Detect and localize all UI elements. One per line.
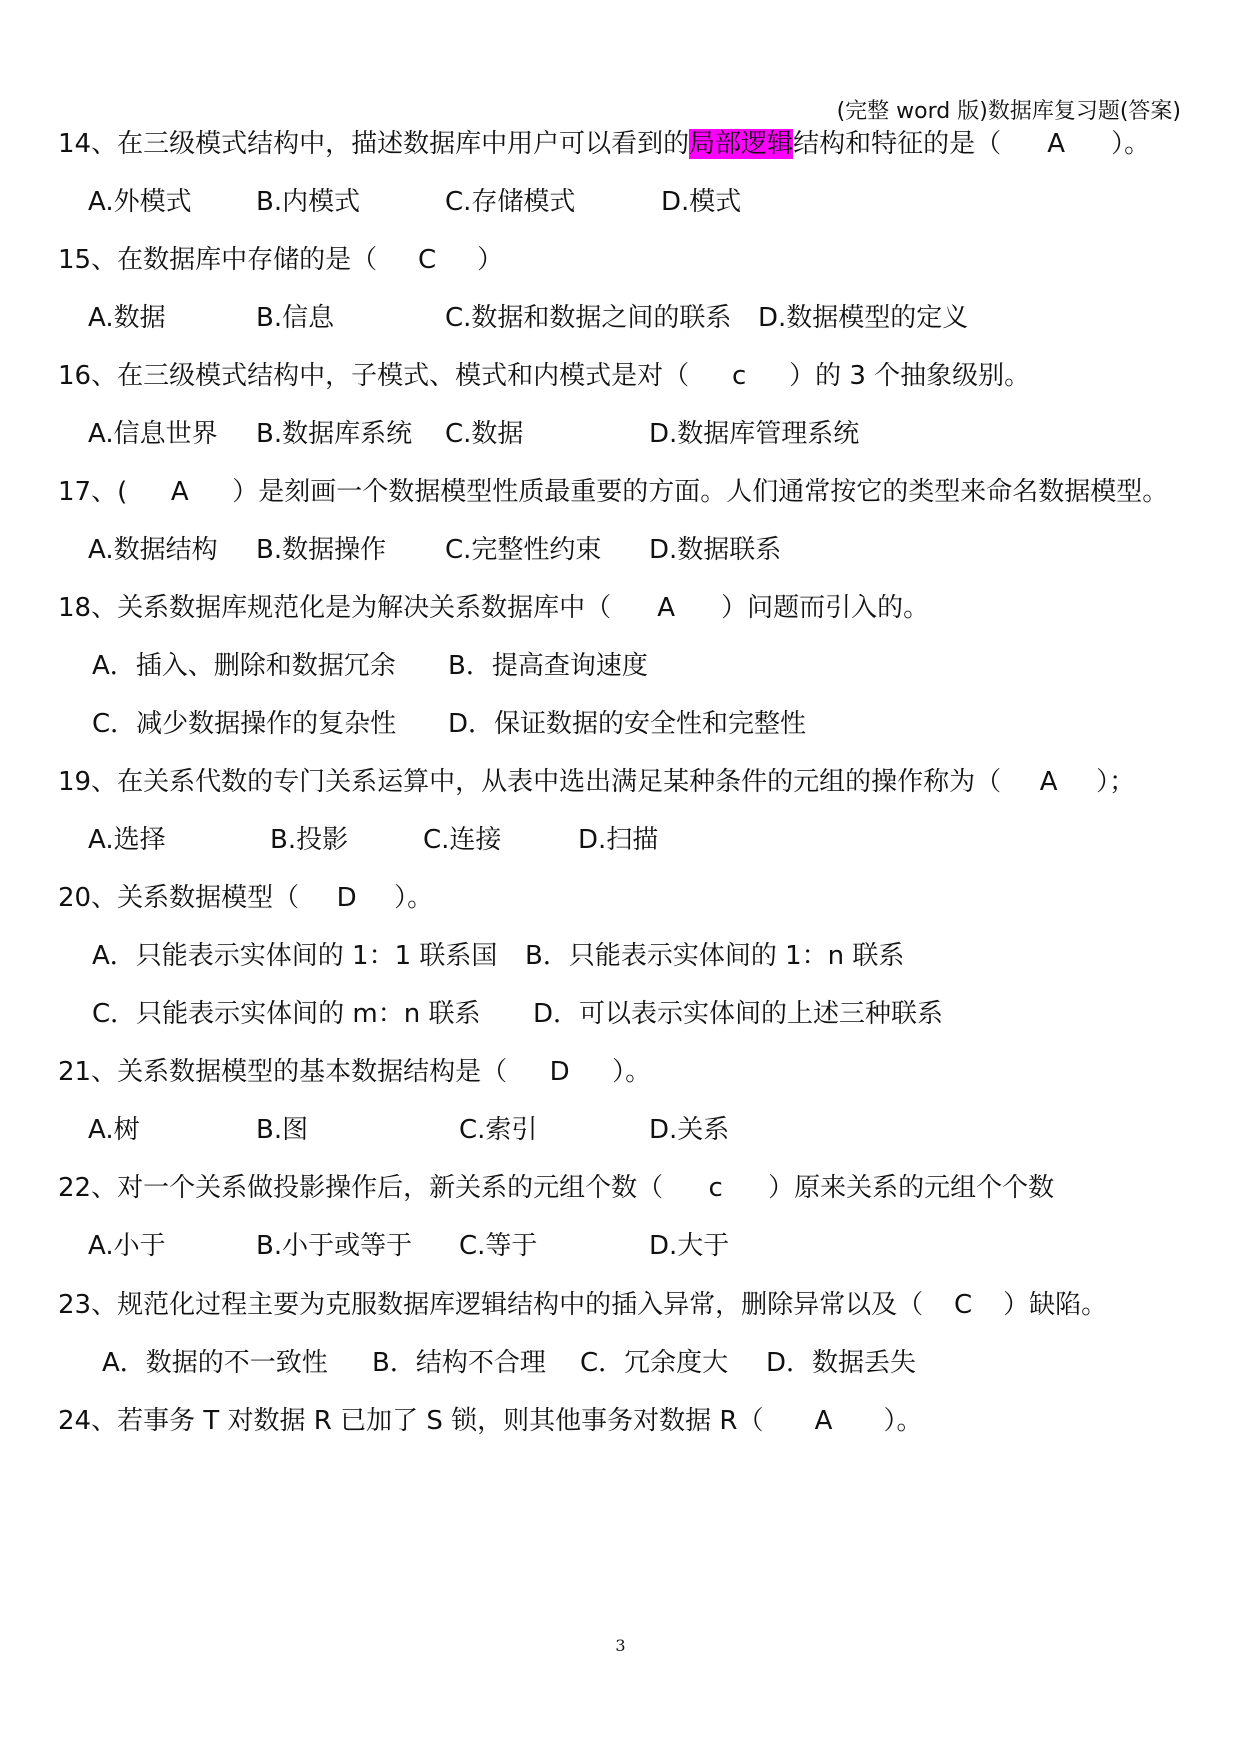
question-end: ） (477, 245, 504, 275)
question-end: ）。 (1111, 129, 1151, 159)
option-a: A.信息世界 (88, 419, 218, 449)
question-14 (58, 127, 1150, 161)
question-end: ）。 (612, 1057, 652, 1087)
question-text: 结构和特征的是（ (793, 129, 1002, 159)
option-c: C．冗余度大 (580, 1348, 729, 1378)
option-b: B.小于或等于 (256, 1231, 413, 1261)
question-end: ）问题而引入的。 (721, 593, 930, 623)
answer: A (814, 1406, 833, 1436)
option-d: D.扫描 (578, 825, 659, 855)
option-d: D.关系 (649, 1115, 730, 1145)
question-text: 23、规范化过程主要为克服数据库逻辑结构中的插入异常，删除异常以及（ (58, 1290, 924, 1320)
option-a: A.选择 (88, 825, 166, 855)
option-d: D．保证数据的安全性和完整性 (448, 709, 807, 739)
document-header: (完整 word 版)数据库复习题(答案) (836, 99, 1181, 124)
answer: A (1047, 129, 1066, 159)
page-number: 3 (615, 1636, 626, 1655)
option-d: D.数据联系 (649, 535, 782, 565)
option-d: D.数据库管理系统 (649, 419, 860, 449)
question-text: 16、在三级模式结构中，子模式、模式和内模式是对（ (58, 361, 690, 391)
answer: A (170, 477, 189, 507)
option-b: B.数据库系统 (256, 419, 413, 449)
option-c: C.数据和数据之间的联系 (445, 303, 732, 333)
option-d: D.数据模型的定义 (758, 303, 969, 333)
option-b: B.信息 (256, 303, 335, 333)
answer: D (336, 883, 357, 913)
option-a: A.数据结构 (88, 535, 218, 565)
option-d: D.大于 (649, 1231, 730, 1261)
option-b: B.数据操作 (256, 535, 387, 565)
answer: A (1039, 767, 1058, 797)
option-a: A.外模式 (88, 187, 192, 217)
question-end: ）。 (394, 883, 434, 913)
question-end: ）。 (883, 1406, 923, 1436)
question-text: 19、在关系代数的专门关系运算中，从表中选出满足某种条件的元组的操作称为（ (58, 767, 1002, 797)
option-a: A.小于 (88, 1231, 166, 1261)
option-a: A．只能表示实体间的 1：1 联系国 (92, 941, 498, 971)
option-b: B.内模式 (256, 187, 361, 217)
question-22 (58, 1171, 1054, 1205)
question-20 (58, 881, 433, 915)
option-c: C.索引 (459, 1115, 538, 1145)
question-18 (58, 591, 929, 625)
question-end: ）； (1096, 767, 1136, 797)
answer: c (731, 361, 747, 391)
question-end: ）原来关系的元组个个数 (768, 1173, 1055, 1203)
option-c: C.数据 (445, 419, 524, 449)
question-19 (58, 765, 1135, 799)
option-d: D.模式 (661, 187, 742, 217)
question-text: 21、关系数据模型的基本数据结构是（ (58, 1057, 508, 1087)
question-text: 14、在三级模式结构中，描述数据库中用户可以看到的 (58, 129, 690, 159)
question-21 (58, 1055, 651, 1089)
answer: c (708, 1173, 723, 1203)
option-c: C．减少数据操作的复杂性 (92, 709, 397, 739)
answer: C (418, 245, 437, 275)
question-24 (58, 1404, 922, 1438)
question-text: 15、在数据库中存储的是（ (58, 245, 378, 275)
option-b: B．只能表示实体间的 1：n 联系 (525, 941, 905, 971)
question-17 (58, 475, 1168, 509)
answer: C (954, 1290, 973, 1320)
question-text: 20、关系数据模型（ (58, 883, 300, 913)
question-text: 17、( (58, 477, 128, 507)
option-a: A．插入、删除和数据冗余 (92, 651, 396, 681)
option-c: C.存储模式 (445, 187, 576, 217)
option-a: A．数据的不一致性 (102, 1348, 328, 1378)
option-d: D．可以表示实体间的上述三种联系 (533, 999, 944, 1029)
question-text: 22、对一个关系做投影操作后，新关系的元组个数（ (58, 1173, 664, 1203)
option-a: A.数据 (88, 303, 166, 333)
question-23 (58, 1288, 1107, 1322)
highlighted-text: 局部逻辑 (689, 129, 794, 159)
question-end: ）缺陷。 (1003, 1290, 1108, 1320)
option-b: B．提高查询速度 (448, 651, 648, 681)
question-text: 18、关系数据库规范化是为解决关系数据库中（ (58, 593, 612, 623)
question-15 (58, 243, 503, 277)
question-end: ）的 3 个抽象级别。 (789, 361, 1031, 391)
option-c: C.完整性约束 (445, 535, 602, 565)
option-c: C．只能表示实体间的 m：n 联系 (92, 999, 481, 1029)
question-end: ）是刻画一个数据模型性质最重要的方面。人们通常按它的类型来命名数据模型。 (232, 477, 1169, 507)
question-16 (58, 359, 1030, 393)
option-b: B.图 (256, 1115, 309, 1145)
option-d: D．数据丢失 (766, 1348, 917, 1378)
question-text: 24、若事务 T 对数据 R 已加了 S 锁，则其他事务对数据 R（ (58, 1406, 764, 1436)
option-c: C.等于 (459, 1231, 538, 1261)
option-b: B．结构不合理 (372, 1348, 546, 1378)
answer: D (549, 1057, 570, 1087)
option-a: A.树 (88, 1115, 140, 1145)
option-c: C.连接 (423, 825, 502, 855)
answer: A (657, 593, 675, 623)
option-b: B.投影 (270, 825, 349, 855)
